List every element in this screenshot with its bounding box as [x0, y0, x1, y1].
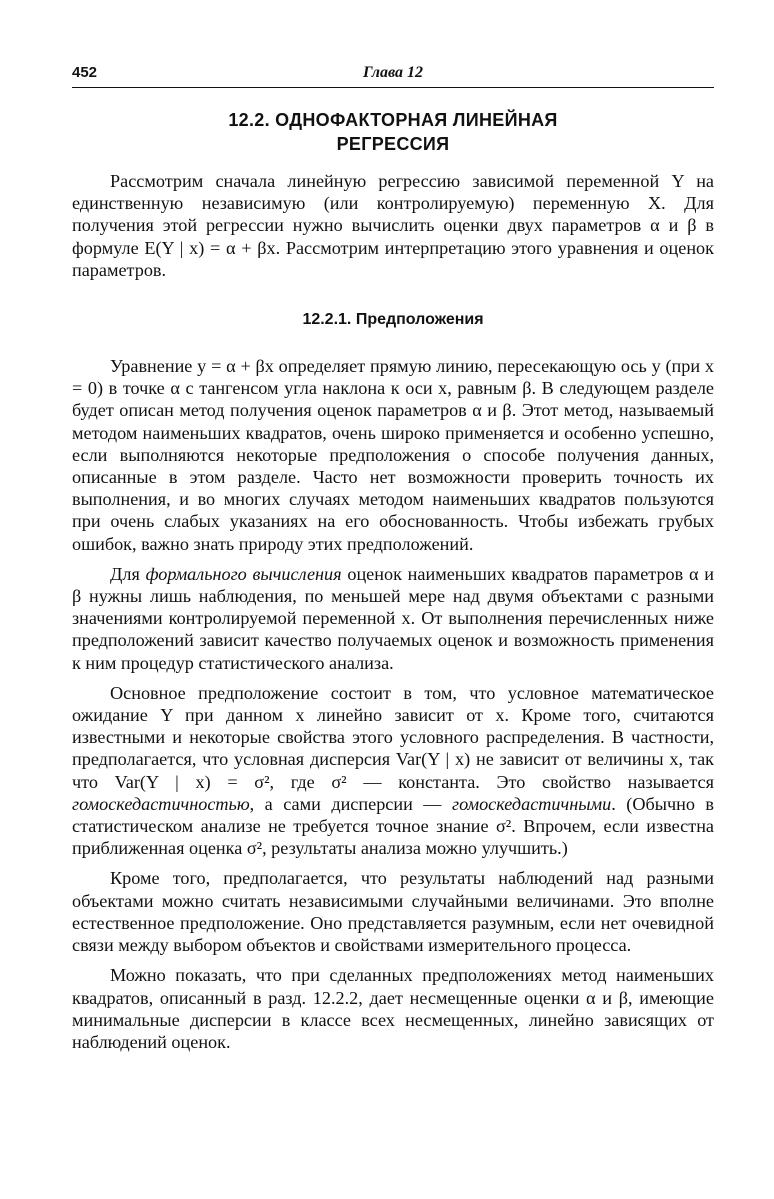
- paragraph-3-part-a: Основное предположение состоит в том, что условное математическое ожидание Y при данном x линейно зависит от x. Кроме того, считаются известными и некоторые свойства этого условного распределения. В частности, предполагается, что условная дисперсия Var(Y | x) не зависит от величины x, так что Var(Y | x) = σ², где σ² — константа. Это свойство называется: [72, 682, 714, 792]
- emphasis-homoscedastic: гомоскедастичными: [451, 793, 612, 814]
- paragraph-5: Можно показать, что при сделанных предположениях метод наименьших квадратов, описанный в разд. 12.2.2, дает несмещенные оценки α и β, имеющие минимальные дисперсии в классе всех несмещенных, линейно зависящих от наблюдений оценок.: [72, 965, 714, 1052]
- book-page: [72, 60, 714, 1053]
- section-title-line-1: 12.2. ОДНОФАКТОРНАЯ ЛИНЕЙНАЯ: [228, 110, 558, 130]
- paragraph-2-part-c: оценок наименьших квадратов параметров α и β нужны лишь наблюдения, по меньшей мере над двумя объектами с разными значениями контролируемой переменной x. От выполнения перечисленных ниже предположений зависит качество получаемых оценок и возможность применения к ним процедур статистического анализа.: [72, 563, 714, 673]
- paragraph-3: [72, 682, 714, 860]
- paragraph-1: Уравнение y = α + βx определяет прямую линию, пересекающую ось y (при x = 0) в точке α с тангенсом угла наклона к оси x, равным β. В следующем разделе будет описан метод получения оценок параметров α и β. Этот метод, называемый методом наименьших квадратов, очень широко применяется и особенно успешно, если выполняются некоторые предположения о способе получения данных, описанные в этом разделе. Часто нет возможности проверить точность их выполнения, и во многих случаях методом наименьших квадратов пользуются при очень слабых указаниях на его обоснованность. Чтобы избежать грубых ошибок, важно знать природу этих предположений.: [72, 356, 714, 554]
- emphasis-formal-computation: формального вычисления: [145, 563, 342, 584]
- paragraph-4: Кроме того, предполагается, что результаты наблюдений над разными объектами можно считать независимыми случайными величинами. Это вполне естественное предположение. Оно представляется разумным, если нет очевидной связи между выбором объектов и свойствами измерительного процесса.: [72, 868, 714, 956]
- running-header: [72, 60, 714, 86]
- intro-paragraph: Рассмотрим сначала линейную регрессию зависимой переменной Y на единственную независимую (или контролируемую) переменную X. Для получения этой регрессии нужно вычислить оценки двух параметров α и β в формуле E(Y | x) = α + βx. Рассмотрим интерпретацию этого уравнения и оценок параметров.: [72, 171, 714, 280]
- paragraph-2-part-a: Для: [110, 563, 146, 584]
- paragraph-3-part-e: . (Обычно в статистическом анализе не требуется точное знание σ². Впрочем, если известна приближенная оценка σ², результаты анализа можно улучшить.): [72, 793, 714, 859]
- section-title-line-2: РЕГРЕССИЯ: [336, 134, 450, 154]
- section-title: [72, 108, 714, 156]
- paragraph-3-part-c: , а сами дисперсии —: [249, 793, 452, 814]
- subsection-title: 12.2.1. Предположения: [302, 311, 484, 329]
- chapter-title: Глава 12: [362, 64, 424, 81]
- paragraph-2: [72, 563, 714, 674]
- emphasis-homoscedasticity: гомоскедастичностью: [72, 793, 250, 814]
- page-number: 452: [72, 64, 98, 81]
- header-rule: [72, 87, 714, 88]
